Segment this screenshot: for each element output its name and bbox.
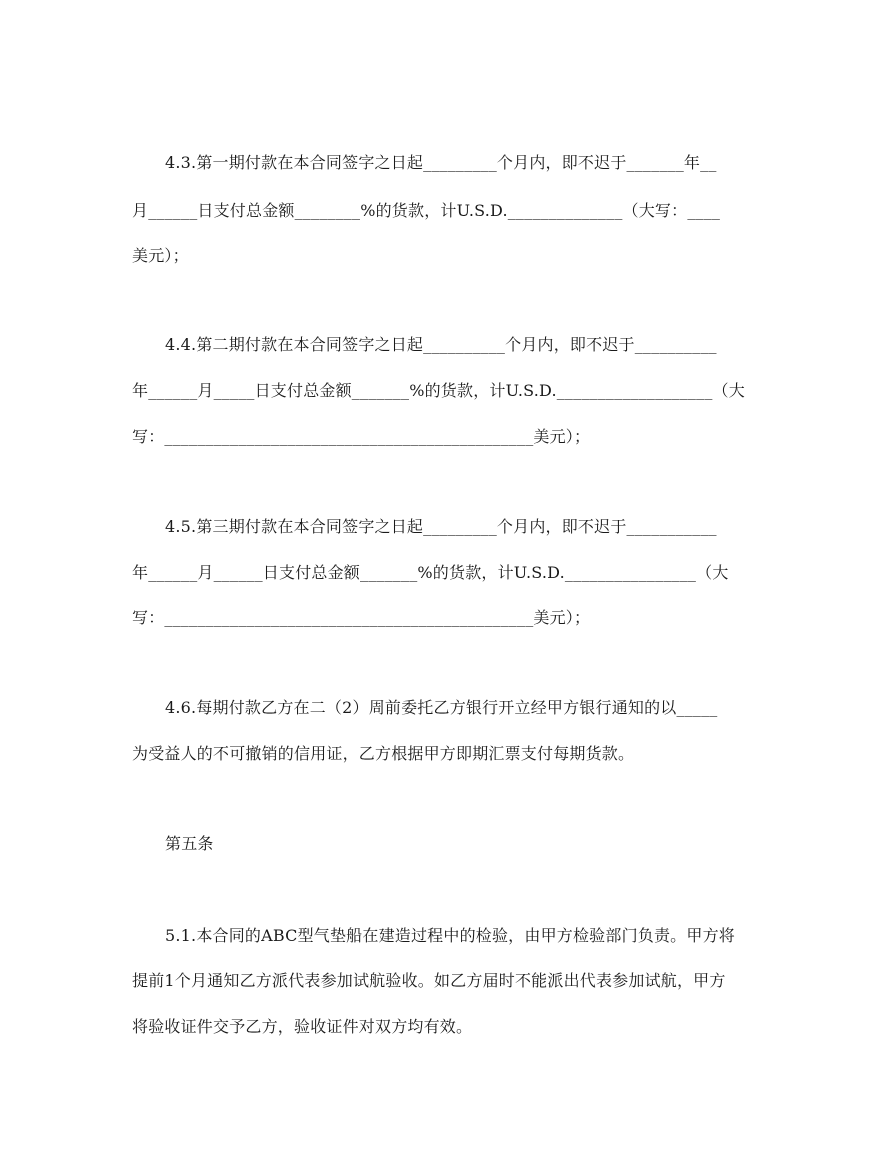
clause-4-4-line-3: 写：_____________________________________________美元）；: [132, 427, 591, 446]
clause-4-4-line-2: 年______月_____日支付总金额_______%的货款，计U.S.D.___________________（大: [132, 381, 745, 400]
clause-5-1-line-1: 5.1.本合同的ABC型气垫船在建造过程中的检验，由甲方检验部门负责。甲方将: [165, 926, 735, 945]
clause-5-1-line-2: 提前1个月通知乙方派代表参加试航验收。如乙方届时不能派出代表参加试航，甲方: [132, 971, 726, 990]
article-5-heading: 第五条: [165, 834, 214, 853]
clause-4-3-line-2: 月______日支付总金额________%的货款，计U.S.D.______________（大写：____: [132, 201, 721, 220]
clause-4-3-line-1: 4.3.第一期付款在本合同签字之日起_________个月内，即不迟于_______年__: [165, 153, 717, 172]
clause-4-6-line-1: 4.6.每期付款乙方在二（2）周前委托乙方银行开立经甲方银行通知的以_____: [165, 698, 718, 717]
clause-4-3-line-3: 美元）；: [132, 246, 189, 265]
clause-4-5-line-1: 4.5.第三期付款在本合同签字之日起_________个月内，即不迟于___________: [165, 517, 717, 536]
clause-4-4-line-1: 4.4.第二期付款在本合同签字之日起__________个月内，即不迟于__________: [165, 335, 717, 354]
clause-4-6-line-2: 为受益人的不可撤销的信用证，乙方根据甲方即期汇票支付每期货款。: [132, 744, 635, 763]
clause-5-1-line-3: 将验收证件交予乙方，验收证件对双方均有效。: [132, 1017, 473, 1036]
clause-4-5-line-3: 写：_____________________________________________美元）；: [132, 608, 591, 627]
clause-4-5-line-2: 年______月______日支付总金额_______%的货款，计U.S.D.________________（大: [132, 563, 729, 582]
